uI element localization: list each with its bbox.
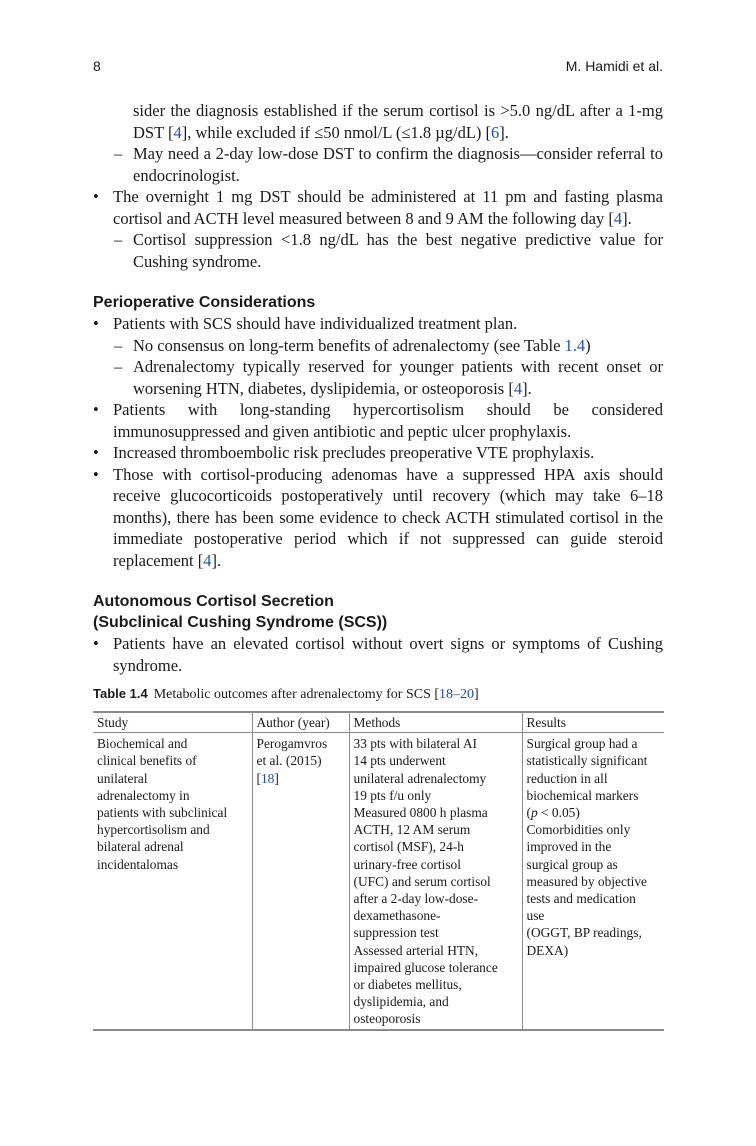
cell-line: biochemical markers <box>526 787 639 803</box>
cell-line: DEXA) <box>526 942 569 958</box>
cell-line: ACTH, 12 AM serum <box>353 822 471 838</box>
list-item-text: Cortisol suppression <1.8 ng/dL has the best negative predictive value for Cushing syndrome. <box>133 230 663 271</box>
cell-line: unilateral adrenalectomy <box>353 770 487 786</box>
page-number: 8 <box>93 58 101 74</box>
list-item-text: Patients have an elevated cortisol without overt signs or symptoms of Cushing syndrome. <box>113 634 663 675</box>
list-item <box>93 186 663 229</box>
list-item <box>93 313 663 335</box>
cell-line: Comorbidities only <box>526 822 631 838</box>
section-heading <box>93 591 663 633</box>
citation-link[interactable]: 4 <box>203 550 212 570</box>
cell-line: improved in the <box>526 839 612 855</box>
heading-line: Autonomous Cortisol Secretion <box>93 593 334 610</box>
bullet-marker: • <box>93 400 99 419</box>
cell-line: clinical benefits of <box>97 753 197 769</box>
text-span: ) <box>585 335 591 355</box>
list-item <box>93 229 663 272</box>
cell-line: 33 pts with bilateral AI <box>353 736 477 752</box>
table-label: Table 1.4 <box>93 686 148 701</box>
cell-line: osteoporosis <box>353 1011 421 1027</box>
dash-marker: – <box>114 335 123 355</box>
text-span: ], while excluded if ≤50 nmol/L (≤1.8 µg/dL) [ <box>181 122 492 142</box>
methods-cell <box>349 733 522 1030</box>
bullet-marker: • <box>93 464 99 484</box>
cell-line: 19 pts f/u only <box>353 787 432 803</box>
column-header: Author (year) <box>252 712 349 733</box>
cell-line: (UFC) and serum cortisol <box>353 873 491 889</box>
heading-line: (Subclinical Cushing Syndrome (SCS)) <box>93 614 388 631</box>
table-row <box>93 733 664 1030</box>
citation-link[interactable]: 18–20 <box>439 687 475 702</box>
cell-line: (p < 0.05) <box>526 805 580 821</box>
list-item <box>93 442 663 464</box>
text-span: ]. <box>522 378 532 398</box>
cell-line: dyslipidemia, and <box>353 994 449 1010</box>
list-item <box>93 464 663 572</box>
dash-marker: – <box>114 144 123 163</box>
list-item-text: Patients with long-standing hypercortisolism should be considered immunosuppressed and given antibiotic and peptic ulcer prophylaxis. <box>113 400 663 441</box>
text-span: No consensus on long-term benefits of adrenalectomy (see Table <box>133 335 565 355</box>
p-value-symbol: p <box>530 805 538 821</box>
metabolic-outcomes-table <box>93 711 664 1031</box>
results-cell <box>522 733 664 1030</box>
citation-link[interactable]: 6 <box>491 122 500 142</box>
cell-line: unilateral <box>97 770 148 786</box>
bullet-marker: • <box>93 187 99 206</box>
section-heading: Perioperative Considerations <box>93 294 316 311</box>
cell-line: urinary-free cortisol <box>353 856 461 872</box>
citation-link[interactable]: 18 <box>260 770 275 786</box>
cell-line: (OGGT, BP readings, <box>526 925 642 941</box>
list-item-text: Increased thromboembolic risk precludes preoperative VTE prophylaxis. <box>113 443 595 462</box>
text-span: < 0.05) <box>537 805 580 821</box>
bullet-marker: • <box>93 634 99 653</box>
text-span: ]. <box>499 122 509 142</box>
cell-line: Surgical group had a <box>526 736 638 752</box>
text-span: ]. <box>622 208 632 228</box>
cell-line: tests and medication <box>526 891 636 907</box>
cell-line: [18] <box>256 770 279 786</box>
list-item <box>93 356 663 399</box>
text-span: Those with cortisol-producing adenomas have a suppressed HPA axis should receive glucocorticoids postoperatively until recovery (which may take 6–18 months), there has been some evidence to check ACTH stimulated cortisol in the immediate postoperative period which if not suppressed can guide steroid replacement [ <box>113 464 663 570</box>
table-caption <box>93 686 479 703</box>
dash-marker: – <box>114 230 123 249</box>
author-cell <box>252 733 349 1030</box>
cell-line: use <box>526 908 545 924</box>
cell-line: surgical group as <box>526 856 618 872</box>
list-item <box>93 399 663 442</box>
list-item-text: May need a 2-day low-dose DST to confirm the diagnosis—consider referral to endocrinologist. <box>133 144 663 185</box>
cell-line: Measured 0800 h plasma <box>353 805 488 821</box>
column-header: Results <box>522 712 664 733</box>
cell-line: impaired glucose tolerance <box>353 959 498 975</box>
cell-line: adrenalectomy in <box>97 787 190 803</box>
cell-line: Biochemical and <box>97 736 188 752</box>
list-item <box>93 633 663 676</box>
citation-link[interactable]: 4 <box>613 208 623 228</box>
cell-line: Perogamvros <box>256 736 328 752</box>
column-header: Methods <box>349 712 522 733</box>
body-text <box>93 100 663 676</box>
cell-line: suppression test <box>353 925 439 941</box>
text-span: ]. <box>211 550 222 570</box>
bullet-marker: • <box>93 314 99 333</box>
continued-paragraph <box>93 100 663 143</box>
cell-line: Assessed arterial HTN, <box>353 942 479 958</box>
cell-line: reduction in all <box>526 770 608 786</box>
cell-line: measured by objective <box>526 873 647 889</box>
list-item <box>93 143 663 186</box>
text-span: Adrenalectomy typically reserved for younger patients with recent onset or worsening HTN, diabetes, dyslipidemia, or osteoporosis [ <box>133 357 663 398</box>
cell-line: hypercortisolism and <box>97 822 210 838</box>
cell-line: et al. (2015) <box>256 753 322 769</box>
text-span: sider the diagnosis established if the serum cortisol is >5.0 ng/dL after a 1-mg DST [ <box>133 101 663 142</box>
running-header-authors: M. Hamidi et al. <box>565 58 663 74</box>
caption-text: Metabolic outcomes after adrenalectomy for SCS [ <box>153 687 440 702</box>
citation-link[interactable]: 4 <box>173 122 182 142</box>
list-item <box>93 335 663 357</box>
cell-line: dexamethasone- <box>353 908 441 924</box>
study-cell <box>93 733 252 1030</box>
cell-line: or diabetes mellitus, <box>353 977 462 993</box>
list-item-text: Patients with SCS should have individualized treatment plan. <box>113 314 518 333</box>
cell-line: 14 pts underwent <box>353 753 446 769</box>
cell-line: statistically significant <box>526 753 648 769</box>
citation-link[interactable]: 4 <box>513 378 523 398</box>
table-header-row <box>93 712 664 733</box>
bullet-marker: • <box>93 443 99 462</box>
column-header: Study <box>93 712 252 733</box>
cell-line: bilateral adrenal <box>97 839 184 855</box>
caption-text: ] <box>474 687 479 702</box>
text-span: The overnight 1 mg DST should be administered at 11 pm and fasting plasma cortisol and ACTH level measured between 8 and 9 AM the following day [ <box>113 187 663 228</box>
cell-line: after a 2-day low-dose- <box>353 891 479 907</box>
cell-line: incidentalomas <box>97 856 179 872</box>
cell-line: patients with subclinical <box>97 805 228 821</box>
cell-line: cortisol (MSF), 24-h <box>353 839 464 855</box>
dash-marker: – <box>114 357 123 376</box>
table-reference-link[interactable]: 1.4 <box>564 335 586 355</box>
